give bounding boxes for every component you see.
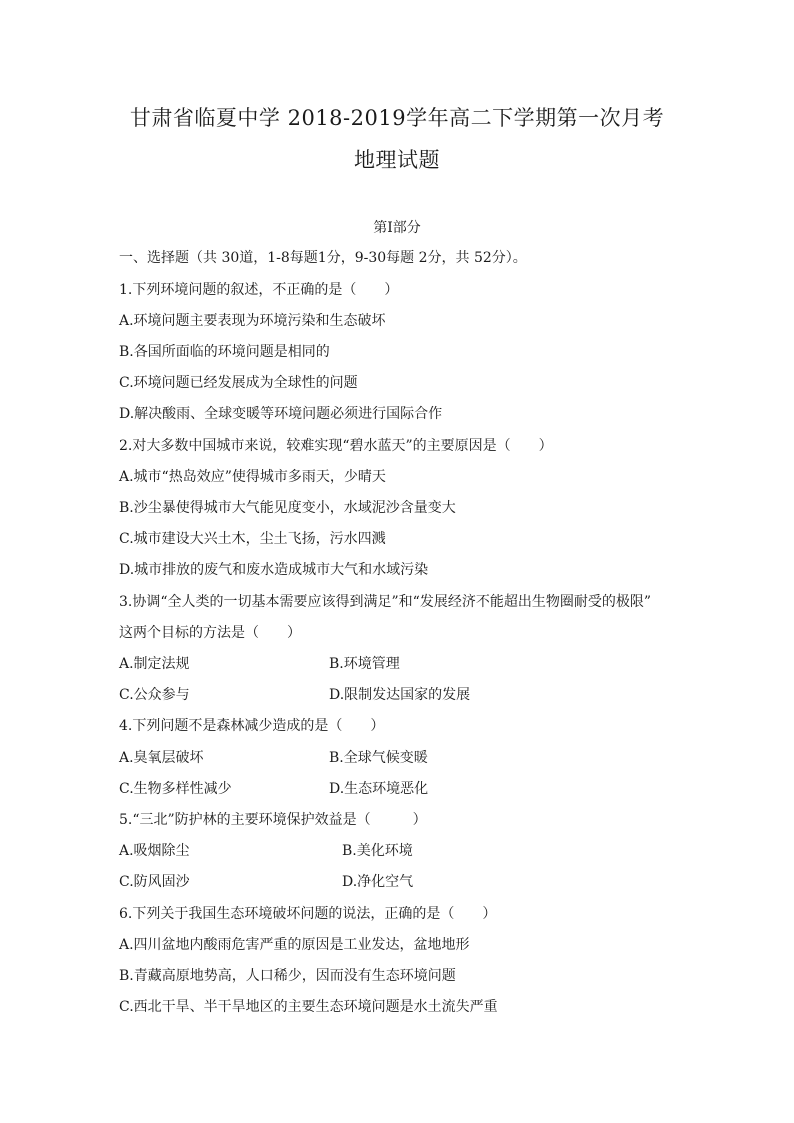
- question-6-option-a: A.四川盆地内酸雨危害严重的原因是工业发达，盆地地形: [119, 937, 470, 953]
- question-6-option-c: C.西北干旱、半干旱地区的主要生态环境问题是水土流失严重: [119, 999, 498, 1015]
- question-2-option-d: D.城市排放的废气和废水造成城市大气和水域污染: [119, 562, 429, 578]
- question-3-option-c: C.公众参与: [119, 687, 190, 703]
- question-6-stem: 6.下列关于我国生态环境破坏问题的说法，正确的是（ ）: [119, 906, 497, 922]
- question-2-stem: 2.对大多数中国城市来说，较难实现“碧水蓝天”的主要原因是（ ）: [119, 438, 553, 454]
- question-1-option-b: B.各国所面临的环境问题是相同的: [119, 344, 330, 360]
- question-3-option-b: B.环境管理: [329, 656, 400, 672]
- question-3-stem-continued: 这两个目标的方法是（ ）: [119, 625, 301, 641]
- question-5-option-a: A.吸烟除尘: [119, 843, 190, 859]
- question-4-option-b: B.全球气候变暖: [329, 750, 428, 766]
- question-3-option-d: D.限制发达国家的发展: [329, 687, 471, 703]
- question-4-stem: 4.下列问题不是森林减少造成的是（ ）: [119, 718, 385, 734]
- question-1-option-c: C.环境问题已经发展成为全球性的问题: [119, 375, 358, 391]
- question-4-option-d: D.生态环境恶化: [329, 781, 429, 797]
- question-3-stem: 3.协调“全人类的一切基本需要应该得到满足”和“发展经济不能超出生物圈耐受的极限”: [119, 594, 651, 610]
- question-1-option-d: D.解决酸雨、全球变暖等环境问题必须进行国际合作: [119, 406, 443, 422]
- question-1-option-a: A.环境问题主要表现为环境污染和生态破坏: [119, 313, 386, 329]
- section-heading: 第Ⅰ部分: [373, 220, 421, 236]
- question-5-stem: 5.“三北”防护林的主要环境保护效益是（ ）: [119, 812, 427, 828]
- question-1-stem: 1.下列环境问题的叙述，不正确的是（ ）: [119, 282, 399, 298]
- question-4-option-a: A.臭氧层破坏: [119, 750, 204, 766]
- question-6-option-b: B.青藏高原地势高，人口稀少，因而没有生态环境问题: [119, 968, 456, 984]
- question-4-option-c: C.生物多样性减少: [119, 781, 232, 797]
- exam-subject: 地理试题: [354, 148, 440, 172]
- question-3-option-a: A.制定法规: [119, 656, 190, 672]
- question-2-option-a: A.城市“热岛效应”使得城市多雨天，少晴天: [119, 469, 386, 485]
- question-5-option-c: C.防风固沙: [119, 874, 190, 890]
- question-5-option-b: B.美化环境: [342, 843, 413, 859]
- question-5-option-d: D.净化空气: [342, 874, 414, 890]
- instructions: 一、选择题（共 30道，1-8每题1分，9-30每题 2分，共 52分）。: [119, 250, 527, 266]
- question-2-option-b: B.沙尘暴使得城市大气能见度变小，水域泥沙含量变大: [119, 500, 456, 516]
- question-2-option-c: C.城市建设大兴土木，尘土飞扬，污水四溅: [119, 531, 386, 547]
- exam-title: 甘肃省临夏中学 2018-2019学年高二下学期第一次月考: [129, 106, 665, 130]
